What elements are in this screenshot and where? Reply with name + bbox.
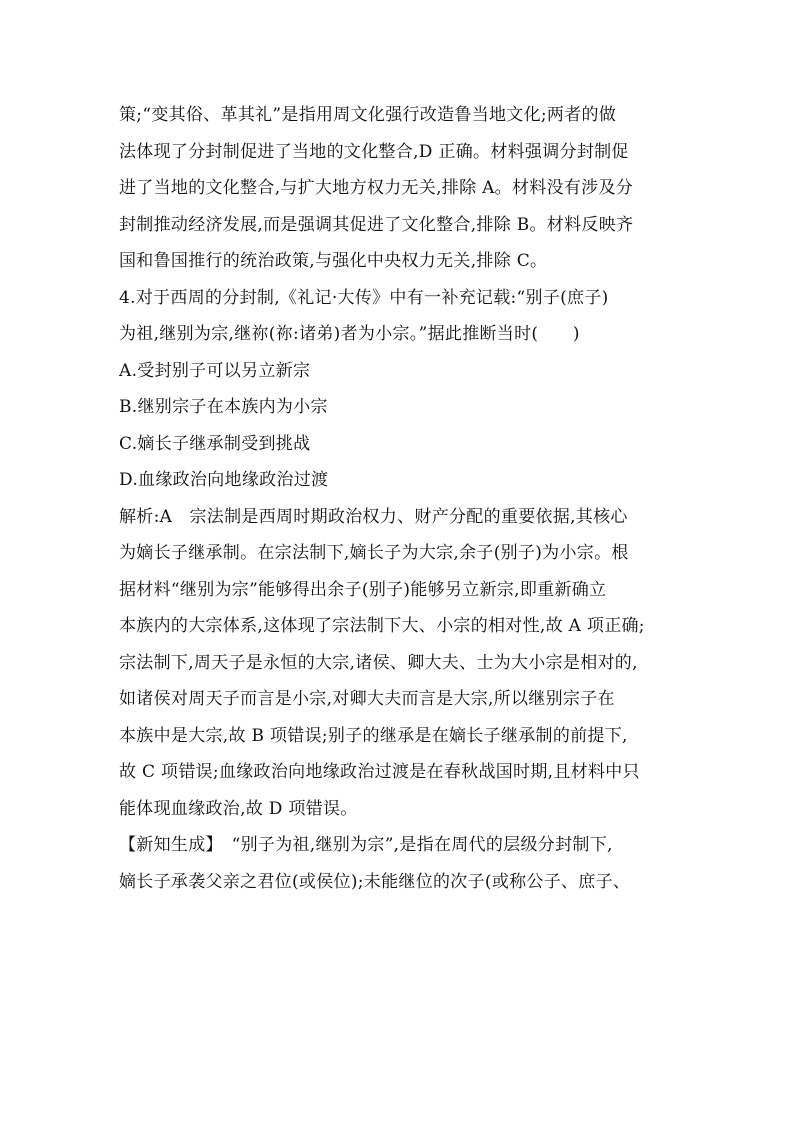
explanation-line: 能体现血缘政治,故 D 项错误。 [119, 798, 358, 819]
option-c: C.嫡长子继承制受到挑战 [119, 433, 311, 454]
knowledge-note: 嫡长子承袭父亲之君位(或侯位);未能继位的次子(或称公子、庶子、 [119, 871, 631, 892]
knowledge-note: 【新知生成】 “别子为祖,继别为宗”,是指在周代的层级分封制下, [119, 835, 613, 855]
text-line: 封制推动经济发展,而是强调其促进了文化整合,排除 B。材料反映齐 [119, 214, 634, 235]
option-b: B.继别宗子在本族内为小宗 [119, 397, 328, 417]
text-line: 策;“变其俗、革其礼”是指用周文化强行改造鲁当地文化;两者的做 [119, 105, 617, 125]
explanation-line: 据材料“继别为宗”能够得出余子(别子)能够另立新宗,即重新确立 [119, 579, 607, 600]
explanation-line: 宗法制下,周天子是永恒的大宗,诸侯、卿大夫、士为大小宗是相对的, [119, 652, 638, 673]
option-d: D.血缘政治向地缘政治过渡 [119, 470, 329, 490]
document-body [119, 97, 679, 900]
explanation-line: 故 C 项错误;血缘政治向地缘政治过渡是在春秋战国时期,且材料中只 [119, 762, 640, 782]
explanation-line: 本族内的大宗体系,这体现了宗法制下大、小宗的相对性,故 A 项正确; [119, 616, 645, 636]
explanation-line: 解析:A 宗法制是西周时期政治权力、财产分配的重要依据,其核心 [119, 506, 628, 527]
option-a: A.受封别子可以另立新宗 [119, 360, 311, 381]
question-stem: 4.对于西周的分封制,《礼记·大传》中有一补充记载:“别子(庶子) [119, 287, 609, 308]
question-stem: 为祖,继别为宗,继祢(祢:诸弟)者为小宗。”据此推断当时( ) [119, 324, 580, 344]
explanation-line: 为嫡长子继承制。在宗法制下,嫡长子为大宗,余子(别子)为小宗。根 [119, 543, 629, 563]
explanation-line: 如诸侯对周天子而言是小宗,对卿大夫而言是大宗,所以继别宗子在 [119, 689, 615, 709]
text-line: 进了当地的文化整合,与扩大地方权力无关,排除 A。材料没有涉及分 [119, 178, 634, 198]
text-line: 国和鲁国推行的统治政策,与强化中央权力无关,排除 C。 [119, 251, 548, 271]
text-line: 法体现了分封制促进了当地的文化整合,D 正确。材料强调分封制促 [119, 141, 629, 162]
explanation-line: 本族中是大宗,故 B 项错误;别子的继承是在嫡长子继承制的前提下, [119, 725, 628, 746]
